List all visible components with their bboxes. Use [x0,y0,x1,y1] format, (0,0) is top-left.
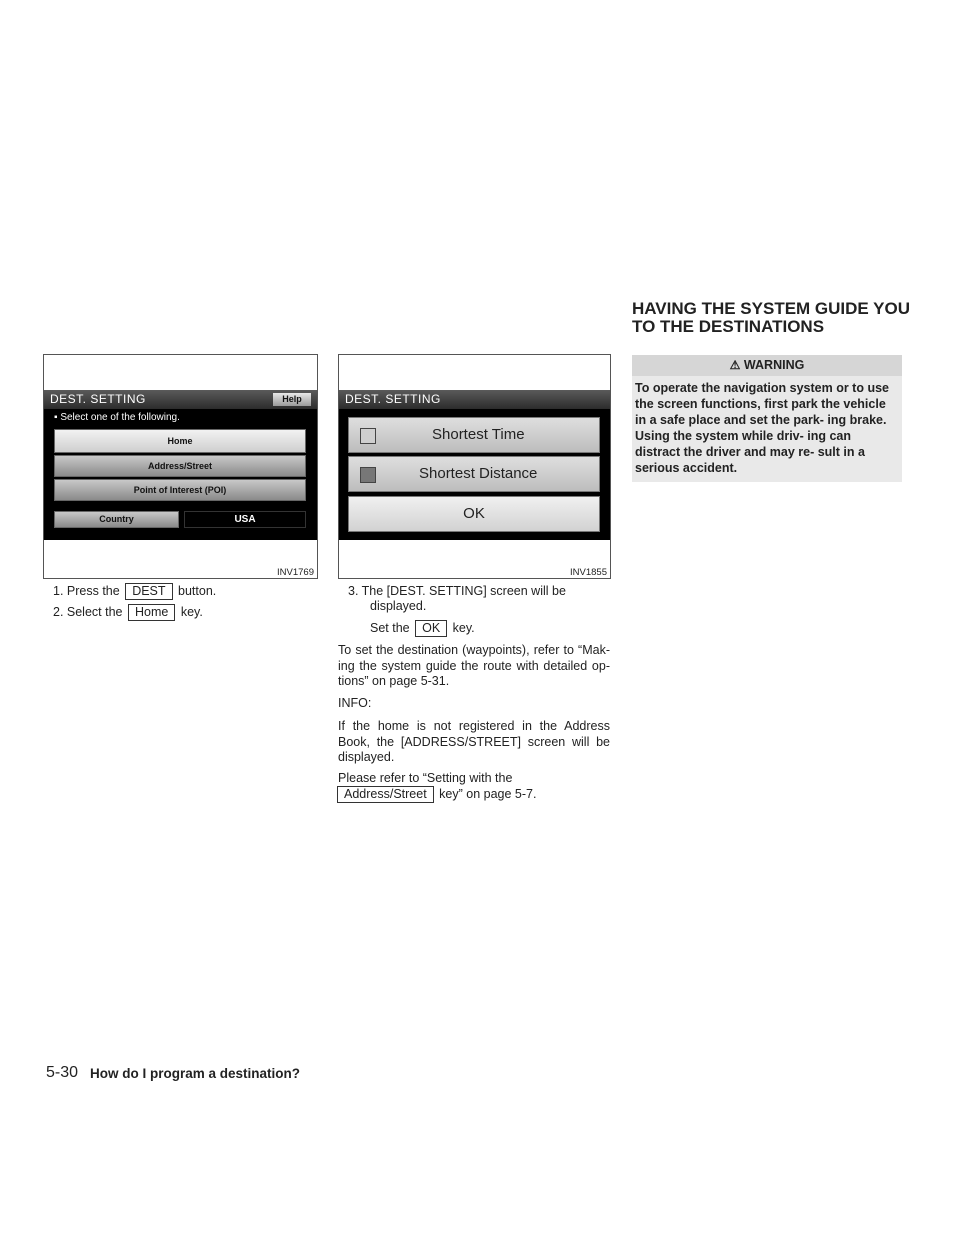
nav-screen [339,390,610,540]
warning-heading-text: WARNING [743,358,805,372]
figure-route-options [338,354,611,579]
paragraph-refer: Please refer to “Setting with the [338,771,513,785]
screen-title: DEST. SETTING [339,390,610,409]
country-value: USA [184,511,306,528]
option-address-street[interactable]: Address/Street [54,455,306,477]
nav-screen [44,390,317,540]
section-title: HAVING THE SYSTEM GUIDE YOU TO THE DESTINATIONS [632,299,911,336]
step-1-text: 1. Press the [53,584,120,598]
step-2 [53,604,203,621]
address-street-key: Address/Street [337,786,434,803]
option-shortest-distance-label: Shortest Distance [419,465,538,482]
set-text-end: key. [452,621,475,635]
option-shortest-time[interactable] [348,417,600,453]
figure-dest-setting-menu [43,354,318,579]
screen-title: DEST. SETTING [44,390,317,409]
step-1-text-end: button. [178,584,217,598]
set-ok-line [370,620,475,637]
dest-key: DEST [125,583,172,600]
step-3-cont: displayed. [370,599,427,613]
paragraph-home-not-registered: If the home is not registered in the Address Book, the [ADDRESS/STREET] screen will be displayed. [338,719,610,764]
country-button[interactable]: Country [54,511,179,528]
paragraph-waypoints: To set the destination (waypoints), refer to “Mak- ing the system guide the route with detailed op- tions” on page 5-31. [338,643,610,688]
step-2-text-end: key. [180,605,203,619]
option-home[interactable]: Home [54,429,306,453]
address-street-text-end: key” on page 5-7. [439,787,537,801]
help-button[interactable]: Help [273,393,311,406]
option-shortest-time-label: Shortest Time [432,426,525,443]
warning-heading [632,355,902,376]
checkbox-shortest-time[interactable] [360,428,376,444]
set-text: Set the [370,621,410,635]
figure-code: INV1855 [570,567,607,578]
ok-button[interactable]: OK [348,496,600,532]
home-key: Home [128,604,175,621]
figure-code: INV1769 [277,567,314,578]
address-street-line [337,786,536,803]
warning-body: To operate the navigation system or to use the screen functions, first park the vehicle in a safe place and set the park- ing brake. Using the system while driv- ing can distract the driver and may re- sult in a serious accident. [632,376,902,482]
step-3: 3. The [DEST. SETTING] screen will be [348,584,566,598]
checkbox-shortest-distance[interactable] [360,467,376,483]
chapter-title: How do I program a destination? [90,1066,301,1081]
step-2-text: 2. Select the [53,605,123,619]
screen-prompt: ▪ Select one of the following. [54,412,180,423]
option-shortest-distance[interactable] [348,456,600,492]
step-1 [53,583,216,600]
option-poi[interactable]: Point of Interest (POI) [54,479,306,501]
ok-key: OK [415,620,447,637]
page-number: 5-30 [46,1064,79,1081]
info-label: INFO: [338,696,372,710]
warning-icon: ⚠ [729,358,741,372]
